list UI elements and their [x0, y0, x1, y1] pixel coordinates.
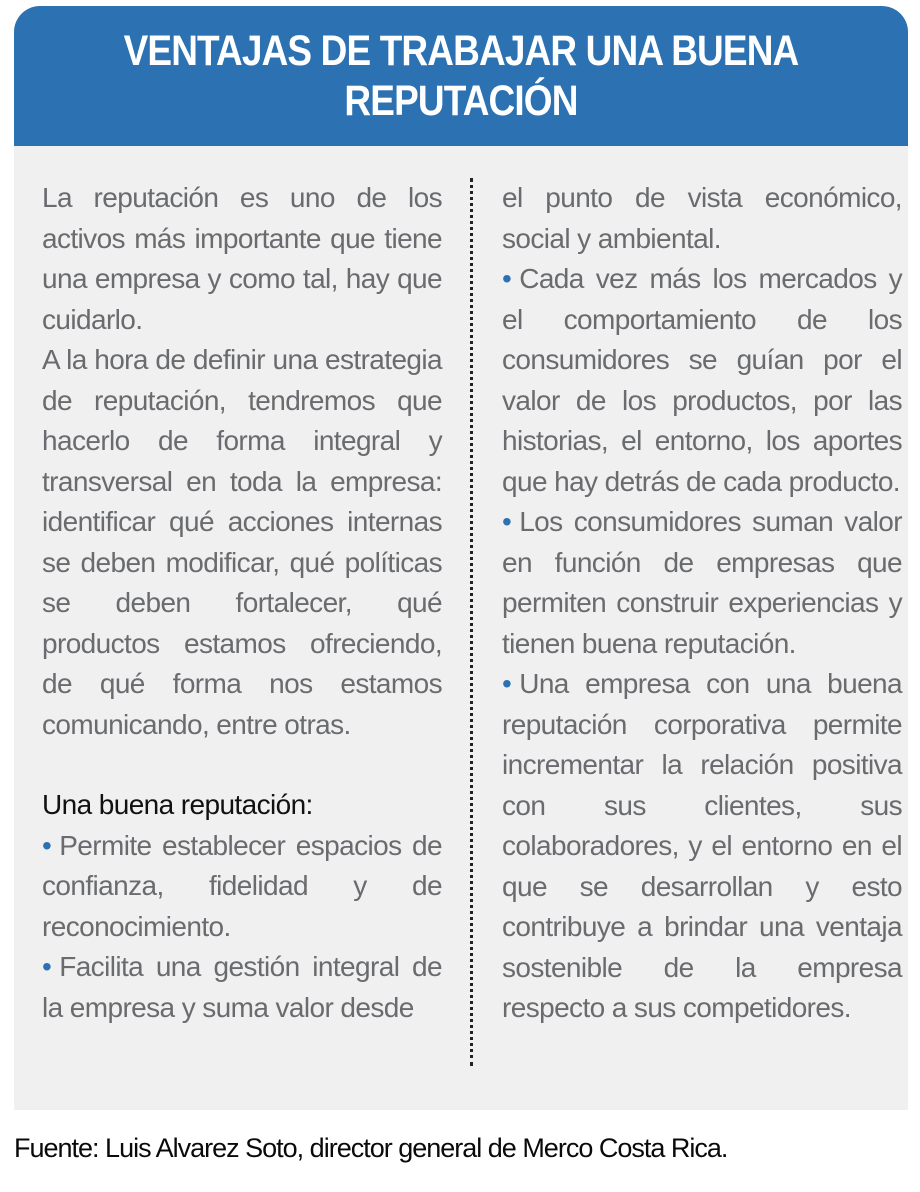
list-item-text: Cada vez más los mercados y el comportamiento de los consumidores se guían por el valor de los productos, por las historias, el entorno, los aportes que hay detrás de cada producto. — [502, 263, 902, 497]
intro-paragraph-2: A la hora de definir una estrategia de reputación, tendremos que hacerlo de forma integral y transversal en toda la empresa: identificar qué acciones internas se deben modificar, qué políticas se deben fortalecer, qué productos estamos ofreciendo, de qué forma nos estamos comunicando, entre otras. — [42, 344, 442, 740]
section-subheading: Una buena reputación: — [42, 789, 313, 820]
list-item-text: Permite establecer espacios de confianza, fidelidad y de reconocimiento. — [42, 829, 442, 942]
list-item — [502, 502, 902, 664]
list-item-text: Los consumidores suman valor en función de empresas que permiten construir experiencias y tienen buena reputación. — [502, 506, 902, 659]
bullet-icon: • — [42, 829, 52, 861]
page-title: VENTAJAS DE TRABAJAR UNA BUENA REPUTACIÓN — [123, 27, 799, 125]
source-credit: Fuente: Luis Alvarez Soto, director general de Merco Costa Rica. — [14, 1133, 728, 1163]
bullet-icon: • — [42, 951, 52, 982]
list-item — [42, 947, 442, 1028]
list-item-text: Facilita una gestión integral de la empresa y suma valor desde — [42, 951, 442, 1023]
list-item — [42, 826, 442, 948]
list-item-text: Una empresa con una buena reputación corporativa permite incrementar la relación positiva con sus clientes, sus colaboradores, y el entorno en el que se desarrollan y esto contribuye a brindar una ventaja sostenible de la empresa respecto a sus competidores. — [502, 668, 902, 1023]
left-column — [42, 178, 442, 1028]
infographic-card — [14, 6, 908, 1110]
list-item — [502, 664, 902, 1029]
bullet-icon: • — [502, 668, 512, 699]
column-divider — [470, 178, 473, 1066]
list-item-continued: el punto de vista económico, social y ambiental. — [502, 182, 902, 254]
bullet-icon: • — [502, 263, 512, 294]
bullet-icon: • — [502, 506, 512, 537]
title-banner — [14, 6, 908, 146]
intro-paragraph-1: La reputación es uno de los activos más importante que tiene una empresa y como tal, hay que cuidarlo. — [42, 182, 442, 335]
list-item — [502, 259, 902, 502]
right-column — [502, 178, 902, 1029]
